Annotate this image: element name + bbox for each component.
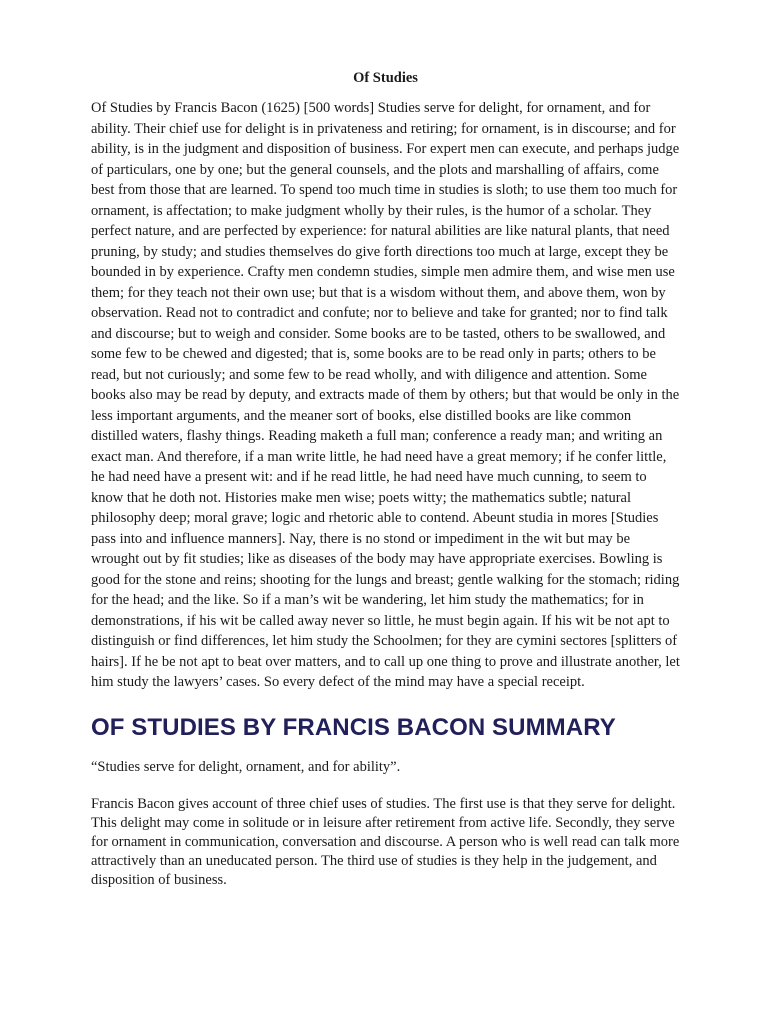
summary-quote: “Studies serve for delight, ornament, and for ability”.	[91, 758, 401, 775]
essay-paragraph: Of Studies by Francis Bacon (1625) [500 words] Studies serve for delight, for ornament, and for ability. Their chief use for delight is in privateness and retiring; for ornament, is in discourse; and for ability, is in the judgment and disposition of business. For expert men can execute, and perhaps judge of particulars, one by one; but the general counsels, and the plots and marshalling of affairs, come best from those that are learned. To spend too much time in studies is sloth; to use them too much for ornament, is affectation; to make judgment wholly by their rules, is the humor of a scholar. They perfect nature, and are perfected by experience: for natural abilities are like natural plants, that need pruning, by study; and studies themselves do give forth directions too much at large, except they be bounded in by experience. Crafty men condemn studies, simple men admire them, and wise men use them; for they teach not their own use; but that is a wisdom without them, and above them, won by observation. Read not to contradict and confute; nor to believe and take for granted; nor to find talk and discourse; but to weigh and consider. Some books are to be tasted, others to be swallowed, and some few to be chewed and digested; that is, some books are to be read only in parts; others to be read, but not curiously; and some few to be read wholly, and with diligence and attention. Some books also may be read by deputy, and extracts made of them by others; but that would be only in the less important arguments, and the meaner sort of books, else distilled books are like common distilled waters, flashy things. Reading maketh a full man; conference a ready man; and writing an exact man. And therefore, if a man write little, he had need have a great memory; if he confer little, he had need have a present wit: and if he read little, he had need have much cunning, to seem to know that he doth not. Histories make men wise; poets witty; the mathematics subtle; natural philosophy deep; moral grave; logic and rhetoric able to contend. Abeunt studia in mores [Studies pass into and influence manners]. Nay, there is no stond or impediment in the wit but may be wrought out by fit studies; like as diseases of the body may have appropriate exercises. Bowling is good for the stone and reins; shooting for the lungs and breast; gentle walking for the stomach; riding for the head; and the like. So if a man’s wit be wandering, let him study the mathematics; for in demonstrations, if his wit be called away never so little, he must begin again. If his wit be not apt to distinguish or find differences, let him study the Schoolmen; for they are cymini sectores [splitters of hairs]. If he be not apt to beat over matters, and to call up one thing to prove and illustrate another, let him study the lawyers’ cases. So every defect of the mind may have a special receipt.	[91, 100, 680, 690]
summary-paragraph: Francis Bacon gives account of three chief uses of studies. The first use is that they serve for delight. This delight may come in solitude or in leisure after retirement from active life. Secondly, they serve for ornament in communication, conversation and discourse. A person who is well read can talk more attractively than an uneducated person. The third use of studies is they help in the judgement, and disposition of business.	[91, 795, 680, 888]
summary-heading: OF STUDIES BY FRANCIS BACON SUMMARY	[91, 713, 616, 741]
document-title: Of Studies	[353, 70, 418, 86]
